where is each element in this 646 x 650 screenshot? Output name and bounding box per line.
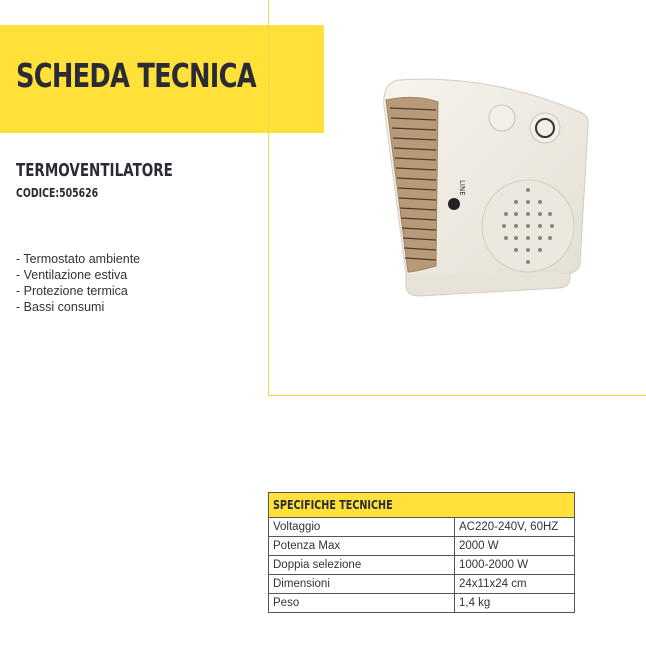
spec-label: Potenza Max xyxy=(269,537,455,556)
feature-item: - Protezione termica xyxy=(16,284,128,298)
table-row xyxy=(269,575,575,594)
feature-item: - Bassi consumi xyxy=(16,300,105,314)
spec-table-header xyxy=(269,493,575,518)
spec-value: 1000-2000 W xyxy=(455,556,575,575)
spec-table xyxy=(268,492,575,613)
product-image-heater xyxy=(380,76,592,306)
table-row xyxy=(269,518,575,537)
spec-heading: SPECIFICHE TECNICHE xyxy=(269,493,575,518)
spec-value: AC220-240V, 60HZ xyxy=(455,518,575,537)
divider-vertical xyxy=(268,0,269,396)
spec-label: Voltaggio xyxy=(269,518,455,537)
feature-item: - Ventilazione estiva xyxy=(16,268,128,282)
page-title: SCHEDA TECNICA xyxy=(16,56,256,95)
spec-value: 2000 W xyxy=(455,537,575,556)
table-row xyxy=(269,556,575,575)
product-name: TERMOVENTILATORE xyxy=(16,160,173,181)
spec-label: Dimensioni xyxy=(269,575,455,594)
spec-label: Peso xyxy=(269,594,455,613)
spec-value: 24x11x24 cm xyxy=(455,575,575,594)
brand-logo-text: LINE xyxy=(458,180,466,196)
table-row xyxy=(269,537,575,556)
divider-horizontal xyxy=(268,395,646,396)
spec-value: 1,4 kg xyxy=(455,594,575,613)
feature-list xyxy=(16,251,140,315)
table-row xyxy=(269,594,575,613)
spec-label: Doppia selezione xyxy=(269,556,455,575)
feature-item: - Termostato ambiente xyxy=(16,252,141,266)
product-code: CODICE:505626 xyxy=(16,186,99,200)
